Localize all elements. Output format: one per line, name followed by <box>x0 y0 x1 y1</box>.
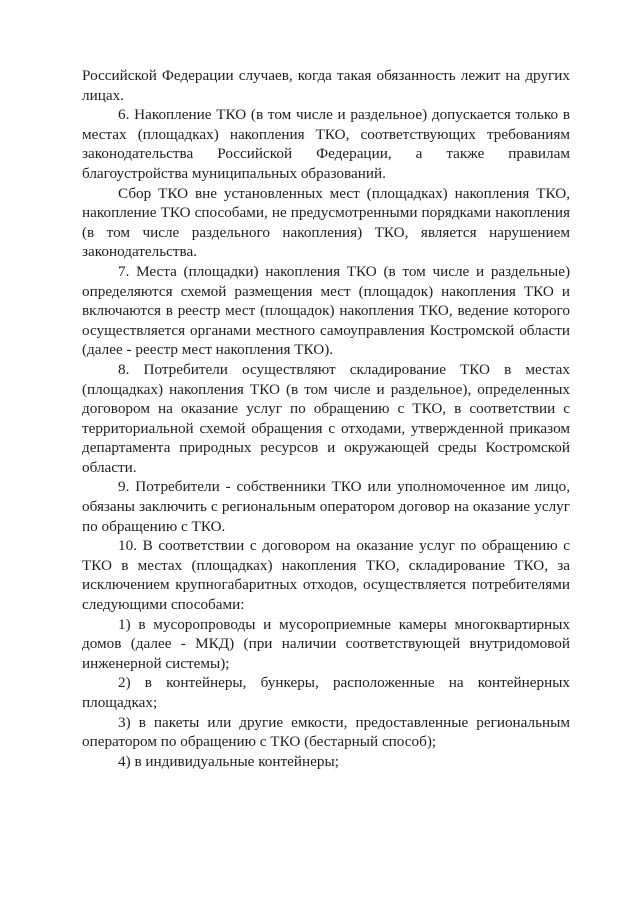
paragraph-item-10: 10. В соответствии с договором на оказание услуг по обращению с ТКО в местах (площадках) накопления ТКО, складирование ТКО, за исключением крупногабаритных отходов, осуществляется потребителями следующими способами: <box>82 537 570 614</box>
paragraph-item-9: 9. Потребители - собственники ТКО или уполномоченное им лицо, обязаны заключить с региональным оператором договор на оказание услуг по обращению с ТКО. <box>82 478 570 535</box>
paragraph-collection-rules: Сбор ТКО вне установленных мест (площадках) накопления ТКО, накопление ТКО способами, не предусмотренными порядками накопления (в том числе раздельного накопления) ТКО, является нарушением законодательства. <box>82 184 570 261</box>
list-item-4: 4) в индивидуальные контейнеры; <box>118 752 339 770</box>
paragraph-item-7: 7. Места (площадки) накопления ТКО (в том числе и раздельные) определяются схемой размещения мест (площадок) накопления ТКО и включаются в реестр мест (площадок) накопления ТКО, ведение которого осуществляется органами местного самоуправления Костромской области (далее - реестр мест накопления ТКО). <box>82 262 570 359</box>
document-body <box>82 66 570 771</box>
list-item-3: 3) в пакеты или другие емкости, предоставленные региональным оператором по обращению с ТКО (бестарный способ); <box>82 713 570 751</box>
list-item-1: 1) в мусоропроводы и мусороприемные камеры многоквартирных домов (далее - МКД) (при наличии соответствующей внутридомовой инженерной системы); <box>82 615 570 672</box>
paragraph-item-6: 6. Накопление ТКО (в том числе и раздельное) допускается только в местах (площадках) накопления ТКО, соответствующих требованиям законодательства Российской Федерации, а также правилам благоустройства муниципальных образований. <box>82 106 570 182</box>
list-item-2: 2) в контейнеры, бункеры, расположенные на контейнерных площадках; <box>82 674 570 711</box>
paragraph-item-8: 8. Потребители осуществляют складирование ТКО в местах (площадках) накопления ТКО (в том числе и раздельное), определенных договором на оказание услуг по обращению с ТКО, в соответствии с территориальной схемой обращения с отходами, утвержденной приказом департамента природных ресурсов и окружающей среды Костромской области. <box>82 360 570 476</box>
paragraph-continuation: Российской Федерации случаев, когда такая обязанность лежит на других лицах. <box>82 67 570 104</box>
